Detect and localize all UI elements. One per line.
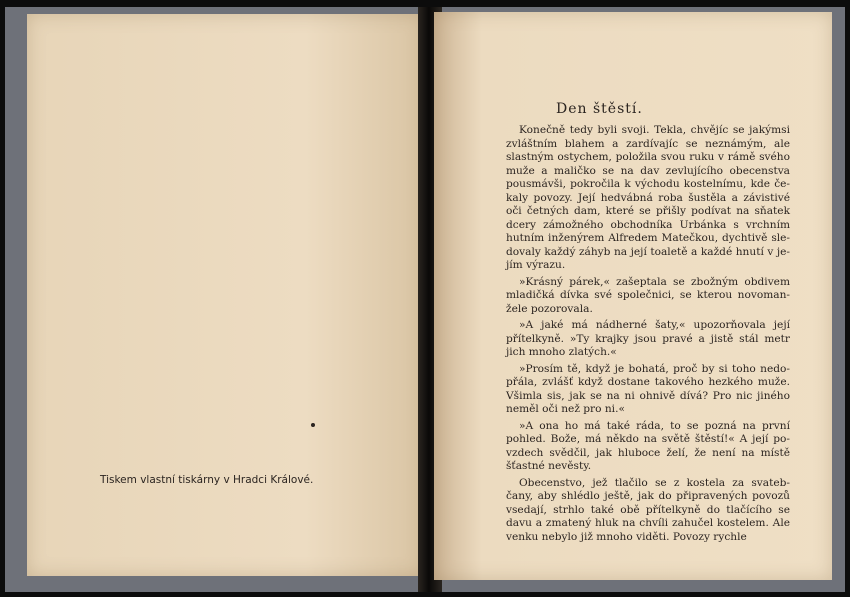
text-line: neměl oči než pro ni.« bbox=[506, 403, 625, 415]
text-line: »Krásný párek,« zašeptala se zbožným obdivem bbox=[519, 275, 790, 288]
text-line: »A jaké má nádherné šaty,« upozorňovala její bbox=[519, 319, 790, 331]
text-line: pousmávši, pokročila k východu kostelnímu, kde če- bbox=[506, 178, 790, 190]
text-line: hutním inženýrem Alfredem Matečkou, dychtivě sle- bbox=[506, 232, 790, 244]
text-line: čany, aby shlédlo ještě, jak do připravených povozů bbox=[506, 490, 790, 502]
text-line: »Prosím tě, když je bohatá, proč by si toho nedo- bbox=[519, 362, 790, 375]
ink-speck bbox=[311, 423, 315, 427]
paragraph bbox=[506, 363, 790, 417]
text-line: »A ona ho má také ráda, to se pozná na první bbox=[519, 419, 790, 432]
text-line: muže a maličko se na dav zevlujícího obecenstva bbox=[506, 164, 790, 177]
body-text bbox=[506, 124, 790, 544]
text-line: přítelkyně. »Ty krajky jsou pravé a jistě stál metr bbox=[506, 332, 790, 345]
paragraph bbox=[506, 420, 790, 474]
text-line: jím výrazu. bbox=[506, 259, 566, 271]
left-page bbox=[27, 14, 425, 576]
chapter-title: Den štěstí. bbox=[556, 101, 643, 117]
text-line: slastným ostychem, položila svou ruku v rámě svého bbox=[506, 151, 790, 163]
text-line: dcery zámožného obchodníka Urbánka s vrchním bbox=[506, 218, 790, 231]
paragraph bbox=[506, 124, 790, 273]
text-line: kaly povozy. Její hedvábná roba šustěla a závistivé bbox=[506, 191, 790, 204]
text-line: dovaly každý záhyb na její toaletě a každé hnutí v je- bbox=[506, 245, 790, 258]
paragraph bbox=[506, 319, 790, 360]
text-line: vzdech svědčil, jak hluboce želí, že není na místě bbox=[506, 446, 790, 459]
text-line: žele pozorovala. bbox=[506, 302, 593, 315]
text-line: zvláštním blahem a zardívajíc se neznámým, ale bbox=[506, 137, 790, 150]
text-line: oči četných dam, které se přišly podívat na sňatek bbox=[506, 205, 790, 217]
text-line: šťastné nevěsty. bbox=[506, 460, 592, 472]
text-line: davu a zmatený hluk na chvíli zahučel kostelem. Ale bbox=[506, 517, 790, 529]
text-line: Konečně tedy byli svoji. Tekla, chvějíc se jakýmsi bbox=[519, 124, 790, 136]
text-line: pohled. Bože, má někdo na světě štěstí!« A její po- bbox=[506, 433, 790, 445]
paragraph bbox=[506, 477, 790, 545]
paragraph bbox=[506, 276, 790, 317]
text-line: venku nebylo již mnoho viděti. Povozy rychle bbox=[506, 530, 747, 543]
text-line: Obecenstvo, jež tlačilo se z kostela za svateb- bbox=[519, 476, 790, 489]
text-line: Všimla sis, jak se na ni ohnivě dívá? Pro nic jiného bbox=[506, 389, 790, 402]
text-line: jich mnoho zlatých.« bbox=[506, 346, 617, 358]
text-line: přála, zvlášť když dostane takového hezkého muže. bbox=[506, 376, 790, 388]
printer-note: Tiskem vlastní tiskárny v Hradci Králové. bbox=[100, 474, 314, 486]
text-line: mladičká dívka své společnici, se kterou novoman- bbox=[506, 289, 790, 301]
text-line: vsedají, strhlo také obě přítelkyně do tlačícího se bbox=[506, 503, 790, 516]
